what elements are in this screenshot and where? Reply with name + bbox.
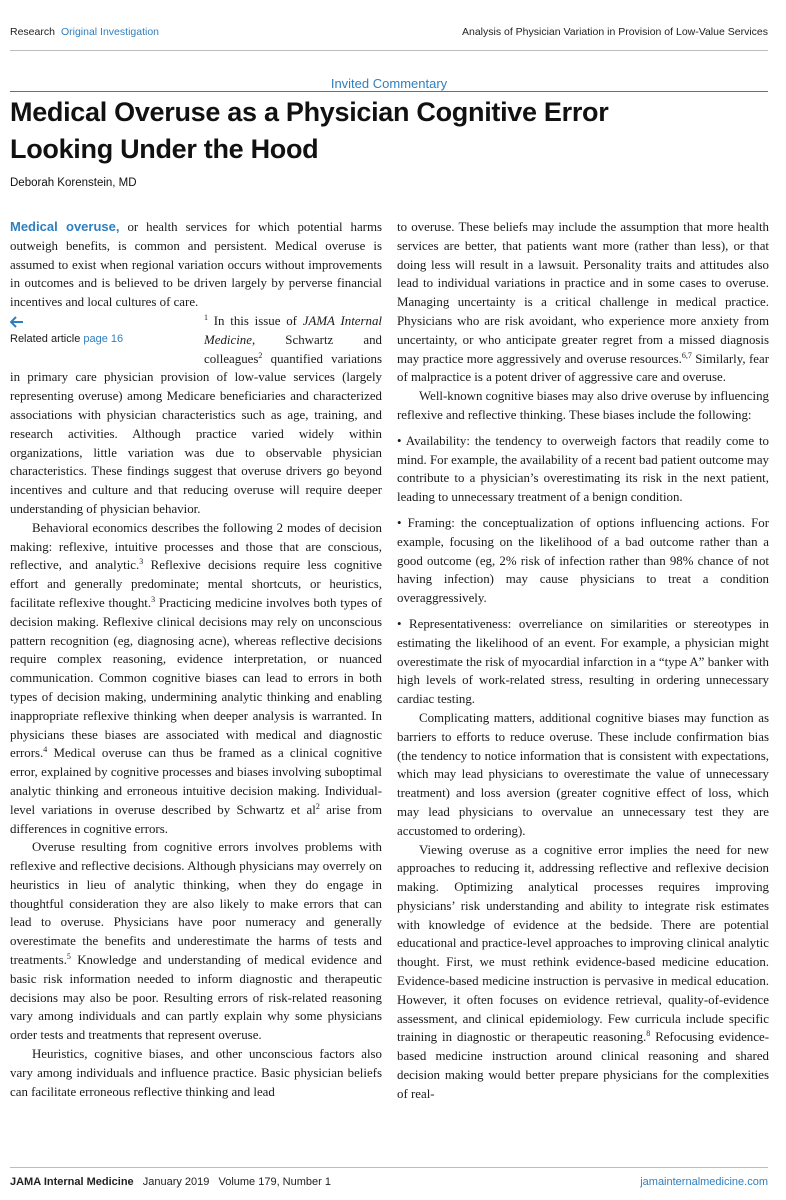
text-run: Overuse resulting from cognitive errors involves problems with reflexive and reflective decisions. Although physicians may overrely on heuristics in lieu of analytic thinking, when they do engage in thoughtful consideration they are also likely to make errors that can lead to overuse. Physicians have poor numeracy and generally overestimate the benefits and underestimate the harms of tests and treatments.	[10, 840, 382, 968]
paragraph-viewing-overuse	[397, 841, 769, 1104]
paragraph-overuse	[10, 838, 382, 1045]
running-title: Analysis of Physician Variation in Provision of Low-Value Services	[461, 26, 768, 38]
paragraph-complicating	[397, 709, 769, 841]
citation: 8	[646, 1029, 651, 1039]
text-run: • Availability: the tendency to overweigh factors that readily come to mind. For example, the availability of a recent bad patient outcome may contribute to a physician’s overestimating its risk in the next patient, leading to unnecessary treatment of a benign condition.	[397, 433, 769, 505]
text-run: Similarly, fear of malpractice is a potent driver of aggressive care and overuse.	[397, 351, 769, 385]
text-run: Practicing medicine involves both types of decision making. Reflexive clinical decisions may rely on unconscious pattern recognition (eg, diagnosing acne), whereas reflective decisions require complex reasoning, evidence interpretation, or nuanced communication. Common cognitive biases can lead to errors in both types of decision making, undermining analytic thinking and enabling inappropriate reflexive thinking when deeper analysis is warranted. In physicians these biases are associated with medical and diagnostic errors.	[10, 595, 383, 761]
citation: 5	[66, 952, 71, 962]
citation: 2	[258, 350, 263, 360]
paragraph-heuristics-cont	[397, 218, 769, 387]
author-byline: Deborah Korenstein, MD	[10, 177, 137, 189]
citation: 6,7	[681, 350, 692, 360]
text-run: Refocusing evidence-based medicine instruction around clinical reasoning and shared decision making would better prepare physicians for the complexities of real-	[397, 1030, 769, 1101]
journal-name: JAMA Internal Medicine	[204, 313, 382, 347]
article-type-label: Invited Commentary	[330, 76, 448, 91]
text-run: • Representativeness: overreliance on similarities or stereotypes in estimating the likelihood of an event. For example, a physician might overestimate the risk of myocardial infarction in a “type A” banker with high levels of work-related stress, resulting in ordering unnecessary cardiac testing.	[397, 616, 769, 707]
related-article-label: Related article	[10, 332, 81, 345]
paragraph-intro	[10, 218, 382, 312]
kicker-divider	[10, 91, 768, 92]
page-footer	[10, 1176, 768, 1192]
text-run: Behavioral economics describes the following 2 modes of decision making: reflexive, intuitive processes and those that are conscious, reflective, and analytic.	[10, 520, 382, 573]
section-label: Research	[10, 26, 55, 38]
footer-divider	[10, 1167, 768, 1168]
text-run: Complicating matters, additional cognitive biases may function as barriers to efforts to reduce overuse. These include confirmation bias (the tendency to notice information that is consistent with expectations, which may lead physicians to overestimate the value of unnecessary treatment) and loss aversion (greater cognitive effect of loss, which may lead physicians to overvalue an unnecessary test they are accustomed to ordering).	[397, 710, 769, 838]
subsection-link[interactable]: Original Investigation	[60, 26, 160, 38]
bullet-item	[397, 514, 769, 608]
text-run: Knowledge and understanding of medical evidence and basic risk information needed to inform diagnostic and therapeutic decisions may also be poor. Resulting errors of risk-related reasoning vary among individuals and can partly explain why some physicians order tests and treatments that represent overuse.	[10, 953, 382, 1043]
lead-term: Medical overuse,	[10, 219, 120, 234]
text-run: Reflexive decisions require less cognitive effort and generally predominate; mental shortcuts, or heuristics, facilitate reflexive thought.	[10, 558, 382, 610]
text-run: Heuristics, cognitive biases, and other unconscious factors also vary among individuals and influence practice. Basic physician beliefs can facilitate erroneous reflective thinking and lead	[10, 1047, 382, 1099]
bullet-item	[397, 432, 769, 507]
paragraph-biases-intro	[397, 387, 769, 425]
footer-volume: Volume 179, Number 1	[218, 1176, 331, 1188]
text-run: to overuse. These beliefs may include the assumption that more health services are better, that patients want more (rather than less), or that doing less will result in a lawsuit. Personality traits and attitudes also lead to individual variations in practice and in some cases to overuse. Managing uncertainty is a critical challenge in medical practice. Physicians who are risk avoidant, who experience more anxiety from uncertainty, or who anticipate greater regret from a missed diagnosis may practice more aggressively and overuse resources.	[397, 220, 769, 366]
citation: 3	[139, 557, 144, 567]
footer-url[interactable]: jamainternalmedicine.com	[640, 1176, 768, 1188]
article-subtitle: Looking Under the Hood	[10, 134, 319, 164]
paragraph-heuristics	[10, 1045, 382, 1101]
running-header	[10, 26, 768, 42]
text-run: Well-known cognitive biases may also drive overuse by influencing reflexive and reflective thinking. These biases include the following:	[397, 389, 769, 422]
citation: 2	[315, 801, 320, 811]
text-run: quantified variations in primary care physician provision of low-value services (largely representing overuse) among Medicare beneficiaries and characterized associations with physician characteristics such as age, training, and research activities. Although practice varied widely within organizations, little variation was due to observable physician characteristics. These findings suggest that overuse drivers go beyond incentives and culture and that reducing overuse will require deeper understanding of physician behavior.	[10, 351, 382, 516]
text-run: , Schwartz and colleagues	[204, 332, 382, 366]
header-divider	[10, 50, 768, 51]
related-article-page-link[interactable]: page 16	[83, 332, 124, 345]
text-run: In this issue of	[208, 313, 303, 328]
related-article-box[interactable]	[10, 316, 200, 366]
text-run: arise from differences in cognitive errors.	[10, 802, 382, 836]
body-column-left	[10, 218, 382, 1101]
footer-date: January 2019	[142, 1176, 210, 1188]
text-run: Medical overuse can thus be framed as a clinical cognitive error, explained by cognitive processes and biases involving suboptimal analytic thinking and erroneous intuitive decision making. Individual-level variations in overuse described by Schwartz et al	[10, 746, 382, 817]
text-run: Viewing overuse as a cognitive error implies the need for new approaches to reducing it, addressing reflective and reflexive decision making. Optimizing analytical processes requires improving physicians’ risk understanding and ability to integrate risk estimates with knowledge of evidence at the bedside. There are potential educational and practice-level approaches to improving clinical analytic thought. First, we must rethink evidence-based medicine education. Evidence-based medicine instruction is pervasive in medical education. However, it often focuses on evidence retrieval, quality-of-evidence assessment, and clinical epidemiology. Few curricula include specific training in diagnostic or therapeutic reasoning.	[397, 842, 769, 1045]
text-run: • Framing: the conceptualization of options influencing actions. For example, focusing on the likelihood of a bad outcome rather than a good outcome (eg, 2% risk of infection rather than 98% chance of not having infection) may cause physicians to treat a condition overaggressively.	[397, 515, 769, 606]
footer-journal: JAMA Internal Medicine	[10, 1176, 134, 1188]
arrow-left-icon[interactable]	[10, 316, 24, 328]
citation: 3	[151, 594, 156, 604]
citation: 4	[43, 745, 48, 755]
paragraph-behavioral	[10, 519, 382, 839]
citation: 1	[204, 312, 208, 322]
text-run: or health services for which potential harms outweigh benefits, is common and persistent. Medical overuse is assumed to exist when regional variation occurs without improvements in outcomes and is believed to be driven largely by perverse financial incentives and local cultures of care.	[10, 220, 382, 310]
bullet-item	[397, 615, 769, 709]
article-title: Medical Overuse as a Physician Cognitive Error	[10, 97, 609, 127]
body-column-right	[397, 218, 769, 1104]
